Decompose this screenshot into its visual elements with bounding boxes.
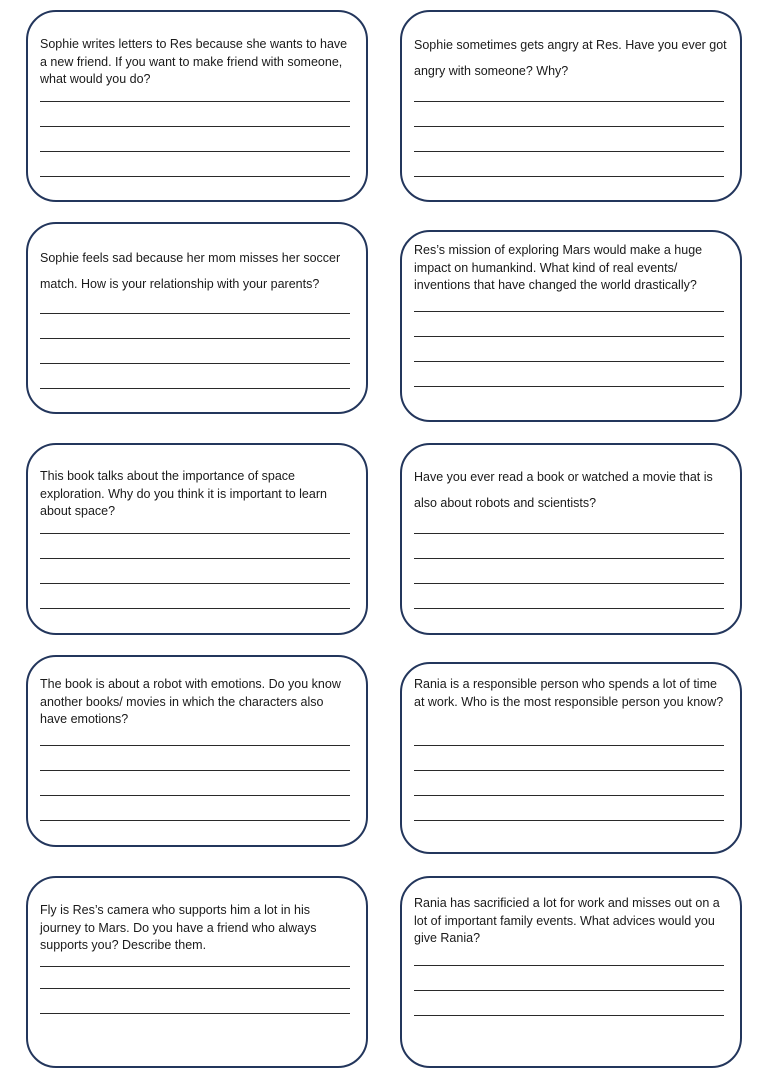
answer-line xyxy=(40,313,350,314)
answer-line xyxy=(414,336,724,337)
question-card-5 xyxy=(26,443,368,635)
answer-line xyxy=(414,151,724,152)
answer-line xyxy=(414,795,724,796)
question-text: Fly is Res’s camera who supports him a lot in his journey to Mars. Do you have a friend who always supports you? Describe them. xyxy=(40,903,317,952)
answer-line xyxy=(40,151,350,152)
question-text: This book talks about the importance of space exploration. Why do you think it is important to learn about space? xyxy=(40,469,327,518)
answer-line xyxy=(414,1015,724,1016)
question-card-4 xyxy=(400,230,742,422)
answer-line xyxy=(40,966,350,967)
answer-line xyxy=(40,338,350,339)
answer-line xyxy=(414,965,724,966)
answer-line xyxy=(40,988,350,989)
answer-line xyxy=(414,361,724,362)
answer-line xyxy=(414,583,724,584)
answer-line xyxy=(414,558,724,559)
answer-line xyxy=(40,126,350,127)
answer-line xyxy=(40,101,350,102)
answer-line xyxy=(40,820,350,821)
answer-line xyxy=(40,770,350,771)
question-text: Have you ever read a book or watched a movie that is also about robots and scientists? xyxy=(414,470,713,510)
answer-line xyxy=(414,990,724,991)
answer-line xyxy=(40,1013,350,1014)
question-card-6 xyxy=(400,443,742,635)
answer-line xyxy=(40,533,350,534)
question-text: Rania has sacrificied a lot for work and misses out on a lot of important family events. What advices would you give Rania? xyxy=(414,896,720,945)
answer-line xyxy=(414,176,724,177)
answer-line xyxy=(40,583,350,584)
question-card-2 xyxy=(400,10,742,202)
answer-line xyxy=(414,608,724,609)
answer-line xyxy=(40,388,350,389)
question-card-10 xyxy=(400,876,742,1068)
answer-line xyxy=(40,745,350,746)
answer-line xyxy=(414,386,724,387)
answer-line xyxy=(40,363,350,364)
question-text: The book is about a robot with emotions. Do you know another books/ movies in which the characters also have emotions? xyxy=(40,677,341,726)
question-card-3 xyxy=(26,222,368,414)
answer-line xyxy=(40,176,350,177)
answer-line xyxy=(40,795,350,796)
question-text: Rania is a responsible person who spends a lot of time at work. Who is the most responsible person you know? xyxy=(414,677,724,709)
question-card-1 xyxy=(26,10,368,202)
answer-line xyxy=(40,608,350,609)
answer-line xyxy=(414,126,724,127)
answer-line xyxy=(414,533,724,534)
question-text: Sophie sometimes gets angry at Res. Have you ever got angry with someone? Why? xyxy=(414,38,727,78)
answer-line xyxy=(40,558,350,559)
answer-line xyxy=(414,311,724,312)
answer-line xyxy=(414,101,724,102)
answer-line xyxy=(414,770,724,771)
question-card-7 xyxy=(26,655,368,847)
answer-line xyxy=(414,820,724,821)
question-text: Sophie writes letters to Res because she wants to have a new friend. If you want to make friend with someone, what would you do? xyxy=(40,37,348,86)
question-text: Res’s mission of exploring Mars would make a huge impact on humankind. What kind of real events/ inventions that have changed the world drastically? xyxy=(414,243,703,292)
answer-line xyxy=(414,745,724,746)
question-card-9 xyxy=(26,876,368,1068)
question-card-8 xyxy=(400,662,742,854)
question-text: Sophie feels sad because her mom misses her soccer match. How is your relationship with your parents? xyxy=(40,251,341,291)
